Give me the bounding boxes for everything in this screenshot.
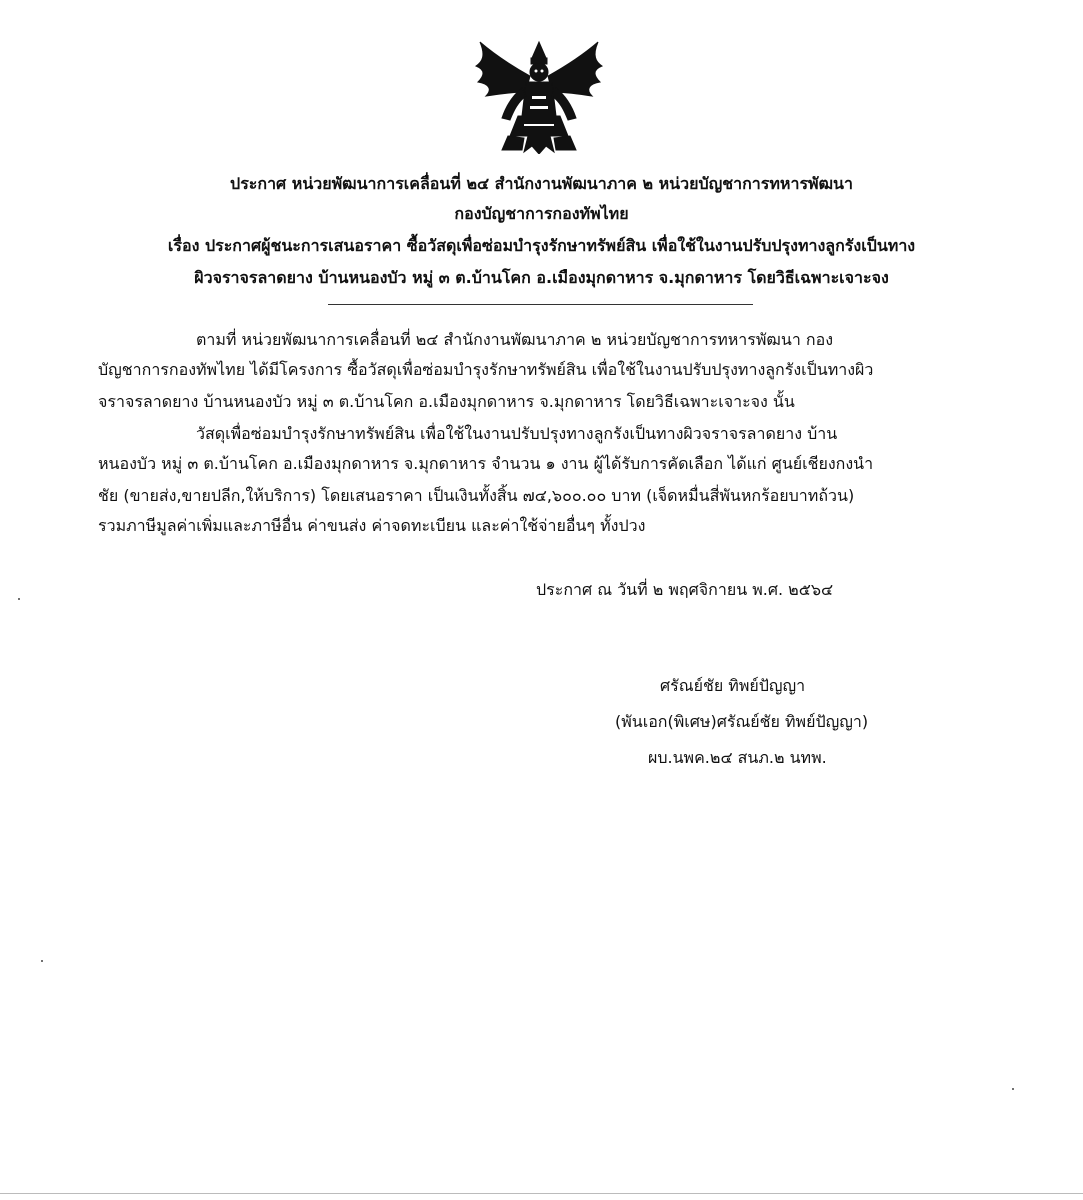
- header-subject-line-2: ผิวจราจรลาดยาง บ้านหนองบัว หมู่ ๓ ต.บ้านโคก อ.เมืองมุกดาหาร จ.มุกดาหาร โดยวิธีเฉพาะเจาะจง: [194, 268, 889, 287]
- signature-name: ศรัณย์ชัย ทิพย์ปัญญา: [660, 676, 806, 695]
- scan-speck: [18, 598, 20, 600]
- header-subject-line-1: เรื่อง ประกาศผู้ชนะการเสนอราคา ซื้อวัสดุเพื่อซ่อมบำรุงรักษาทรัพย์สิน เพื่อใช้ในงานปรับปรุงทางลูกรังเป็นทาง: [167, 236, 916, 255]
- paragraph-1-line-1: ตามที่ หน่วยพัฒนาการเคลื่อนที่ ๒๔ สำนักงานพัฒนาภาค ๒ หน่วยบัญชาการทหารพัฒนา กอง: [196, 330, 833, 349]
- paragraph-2-line-3: ชัย (ขายส่ง,ขายปลีก,ให้บริการ) โดยเสนอราคา เป็นเงินทั้งสิ้น ๗๔,๖๐๐.๐๐ บาท (เจ็ดหมื่นสี่พันหกร้อยบาทถ้วน): [98, 486, 855, 505]
- signature-rank-name: (พันเอก(พิเศษ)ศรัณย์ชัย ทิพย์ปัญญา): [615, 712, 869, 731]
- scan-speck: [1012, 1088, 1014, 1090]
- header-line-1: ประกาศ หน่วยพัฒนาการเคลื่อนที่ ๒๔ สำนักงานพัฒนาภาค ๒ หน่วยบัญชาการทหารพัฒนา: [230, 174, 853, 193]
- paragraph-1-line-2: บัญชาการกองทัพไทย ได้มีโครงการ ซื้อวัสดุเพื่อซ่อมบำรุงรักษาทรัพย์สิน เพื่อใช้ในงานปรับปรุงทางลูกรังเป็นทางผิว: [98, 360, 874, 379]
- garuda-emblem-icon: [472, 36, 606, 154]
- header-separator: [328, 304, 753, 305]
- header-line-2: กองบัญชาการกองทัพไทย: [454, 204, 629, 223]
- signature-position: ผบ.นพค.๒๔ สนภ.๒ นทพ.: [648, 748, 827, 767]
- paragraph-2-line-2: หนองบัว หมู่ ๓ ต.บ้านโคก อ.เมืองมุกดาหาร จ.มุกดาหาร จำนวน ๑ งาน ผู้ได้รับการคัดเลือก ได้แก่ ศูนย์เชียงกงนำ: [98, 454, 874, 473]
- paragraph-2-line-4: รวมภาษีมูลค่าเพิ่มและภาษีอื่น ค่าขนส่ง ค่าจดทะเบียน และค่าใช้จ่ายอื่นๆ ทั้งปวง: [98, 516, 646, 535]
- paragraph-2-line-1: วัสดุเพื่อซ่อมบำรุงรักษาทรัพย์สิน เพื่อใช้ในงานปรับปรุงทางลูกรังเป็นทางผิวจราจรลาดยาง บ้าน: [196, 424, 838, 443]
- announcement-date: ประกาศ ณ วันที่ ๒ พฤศจิกายน พ.ศ. ๒๕๖๔: [536, 580, 834, 599]
- page-bottom-edge: [0, 1193, 1083, 1194]
- paragraph-1-line-3: จราจรลาดยาง บ้านหนองบัว หมู่ ๓ ต.บ้านโคก อ.เมืองมุกดาหาร จ.มุกดาหาร โดยวิธีเฉพาะเจาะจง นั้น: [98, 392, 795, 411]
- scan-speck: [41, 960, 43, 962]
